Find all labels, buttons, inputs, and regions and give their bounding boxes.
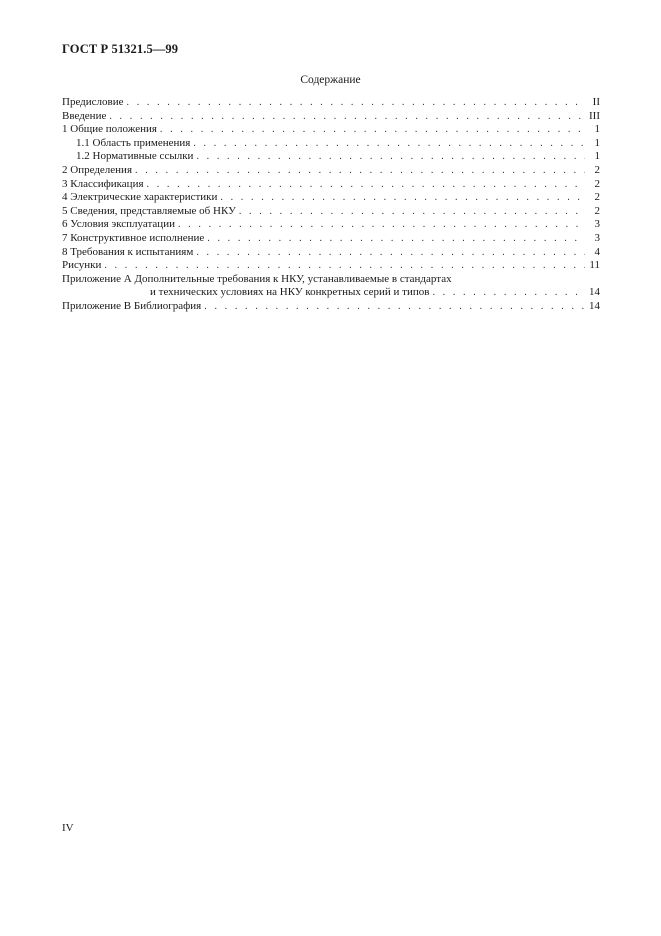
toc-leader-dots (204, 300, 585, 314)
toc-entry-page: 14 (589, 299, 600, 312)
toc-entry-label: 8 Требования к испытаниям (62, 245, 194, 258)
toc-entry-label: 6 Условия эксплуатации (62, 218, 175, 231)
toc-entry-label: 4 Электрические характеристики (62, 191, 218, 204)
table-of-contents (62, 96, 600, 314)
toc-entry-label: 1.1 Область применения (76, 136, 191, 149)
toc-leader-dots (147, 178, 585, 192)
toc-leader-dots (178, 218, 585, 232)
toc-entry-label: Предисловие (62, 96, 124, 108)
toc-entry-page: 11 (589, 259, 600, 272)
toc-leader-dots (104, 259, 585, 273)
toc-entry-label: и технических условиях на НКУ конкретных серий и типов (150, 286, 430, 299)
toc-entry[interactable] (62, 96, 600, 110)
toc-annex-a-title[interactable]: Приложение А Дополнительные требования к НКУ, устанавливаемые в стандартах (62, 272, 452, 285)
toc-entry-page: 3 (594, 231, 600, 244)
page-number: IV (62, 822, 74, 834)
toc-leader-dots (207, 232, 585, 246)
toc-entry-page: 4 (594, 245, 600, 258)
toc-entry-page: 14 (589, 286, 600, 299)
toc-subentry[interactable] (62, 137, 600, 151)
toc-entry[interactable] (62, 178, 600, 192)
toc-title: Содержание (300, 74, 361, 86)
toc-entry[interactable] (62, 232, 600, 246)
toc-entry[interactable] (62, 246, 600, 260)
toc-entry-page: 2 (594, 204, 600, 217)
toc-leader-dots (135, 164, 585, 178)
toc-entry-label: 7 Конструктивное исполнение (62, 231, 205, 244)
toc-entry-label: 5 Сведения, представляемые об НКУ (62, 204, 236, 217)
toc-entry-label: 3 Классификация (62, 177, 144, 190)
toc-entry[interactable] (62, 259, 600, 273)
toc-entry[interactable] (62, 218, 600, 232)
toc-entry-page: 3 (594, 218, 600, 231)
toc-annex-a[interactable] (62, 286, 600, 300)
toc-leader-dots (432, 286, 585, 300)
toc-entry-page: 1 (594, 136, 600, 149)
toc-leader-dots (239, 205, 585, 219)
toc-subentry[interactable] (62, 150, 600, 164)
toc-leader-dots (196, 246, 585, 260)
toc-entry-label: 2 Определения (62, 163, 133, 176)
toc-leader-dots (220, 191, 585, 205)
toc-leader-dots (193, 137, 585, 151)
toc-annex-b[interactable] (62, 300, 600, 314)
toc-entry-page: 2 (594, 177, 600, 190)
toc-entry-page: 1 (594, 150, 600, 163)
toc-leader-dots (127, 96, 586, 110)
toc-entry-label: 1 Общие положения (62, 123, 157, 136)
toc-leader-dots (160, 123, 585, 137)
toc-leader-dots (196, 150, 585, 164)
toc-entry[interactable] (62, 164, 600, 178)
toc-entry-label: Введение (62, 109, 107, 122)
toc-entry-label: Рисунки (62, 259, 102, 272)
toc-entry-page: II (592, 96, 600, 108)
toc-entry-page: 1 (594, 123, 600, 136)
toc-entry-label: Приложение В Библиография (62, 299, 202, 312)
toc-entry[interactable] (62, 110, 600, 124)
toc-leader-dots (109, 110, 585, 124)
toc-entry-page: 2 (594, 163, 600, 176)
toc-entry[interactable] (62, 123, 600, 137)
toc-entry[interactable] (62, 191, 600, 205)
toc-entry[interactable] (62, 205, 600, 219)
document-code: ГОСТ Р 51321.5—99 (62, 42, 179, 56)
toc-entry-label: 1.2 Нормативные ссылки (76, 150, 194, 163)
toc-entry-page: III (589, 109, 600, 122)
toc-entry-page: 2 (594, 191, 600, 204)
